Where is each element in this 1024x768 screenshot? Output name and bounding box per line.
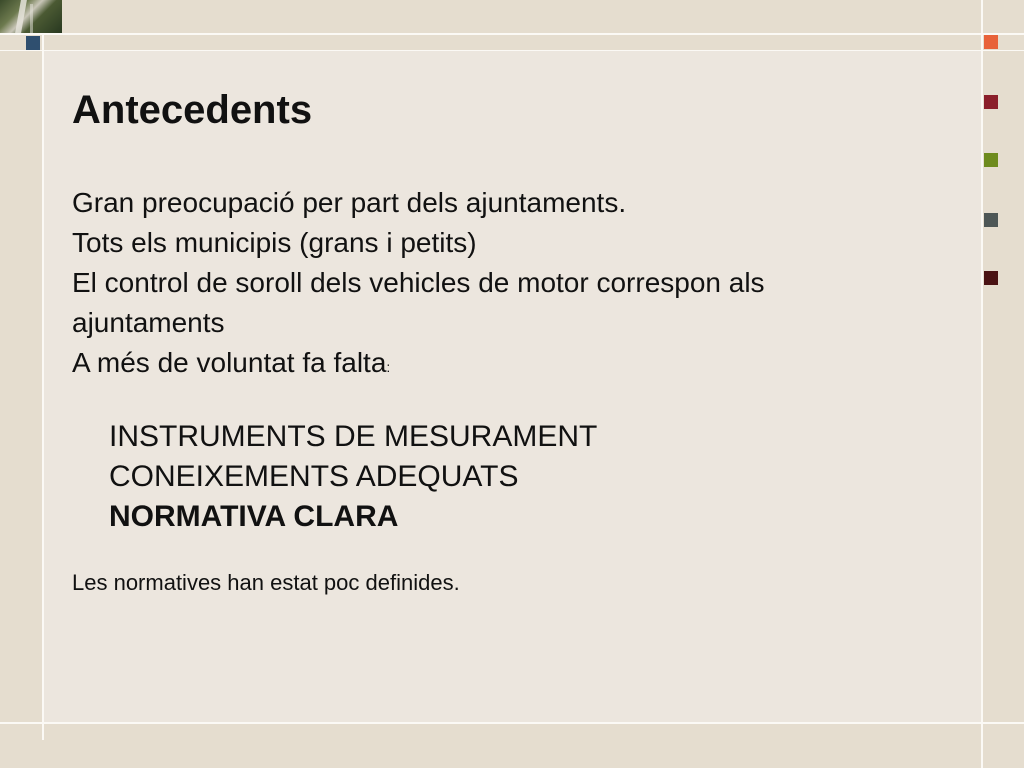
- divider-line: [981, 0, 983, 768]
- decor-square-blue: [26, 36, 40, 50]
- divider-line: [0, 50, 1024, 51]
- need-intro-text: A més de voluntat fa falta: [72, 347, 387, 378]
- divider-line: [0, 722, 1024, 724]
- decor-square-orange: [984, 35, 998, 49]
- closing-note: Les normatives han estat poc definides.: [72, 570, 460, 595]
- slide-title: Antecedents: [72, 88, 313, 132]
- needs-item: CONEIXEMENTS ADEQUATS: [109, 460, 519, 493]
- needs-item-highlighted: NORMATIVA CLARA: [109, 500, 399, 533]
- divider-line: [0, 33, 1024, 35]
- body-line: ajuntaments: [72, 307, 225, 338]
- slide-body: [72, 183, 952, 387]
- need-intro-line: [72, 343, 952, 387]
- body-line: Tots els municipis (grans i petits): [72, 227, 477, 258]
- decor-square-maroon: [984, 271, 998, 285]
- needs-list: [109, 417, 597, 537]
- waterfall-photo-thumbnail: [0, 0, 62, 33]
- divider-line: [42, 0, 44, 740]
- decor-square-gray: [984, 213, 998, 227]
- needs-item: INSTRUMENTS DE MESURAMENT: [109, 420, 598, 453]
- body-line: El control de soroll dels vehicles de motor correspon als: [72, 267, 765, 298]
- need-intro-colon: :: [386, 359, 391, 375]
- decor-square-green: [984, 153, 998, 167]
- body-line: Gran preocupació per part dels ajuntaments.: [72, 187, 627, 218]
- decor-square-red: [984, 95, 998, 109]
